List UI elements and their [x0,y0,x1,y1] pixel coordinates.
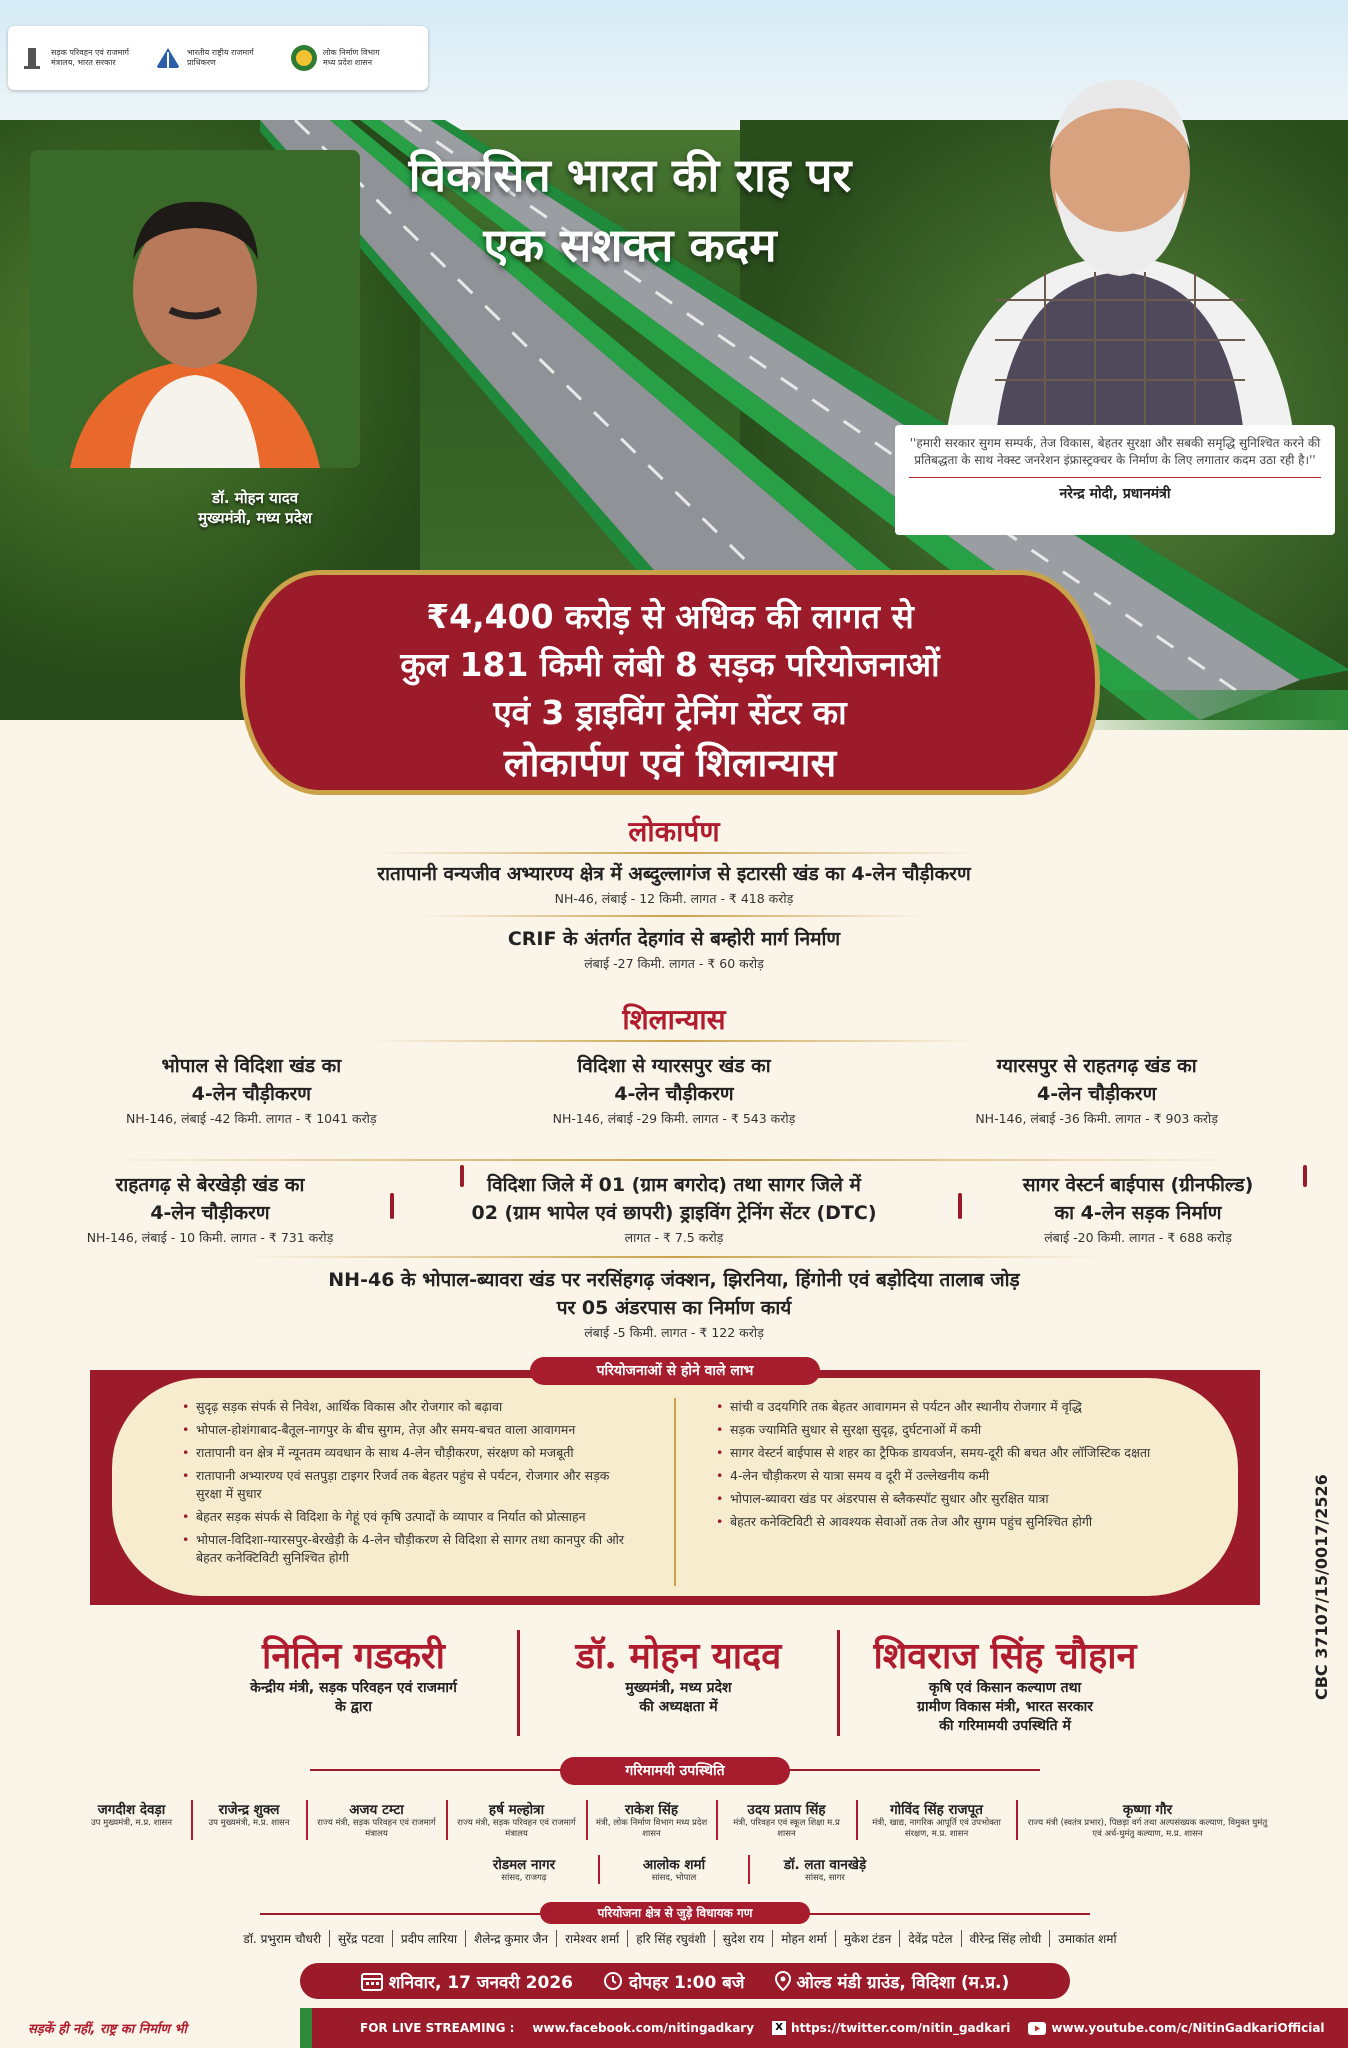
logo-strip [8,26,428,90]
guest-role: राज्य मंत्री, सड़क परिवहन एवं राजमार्ग मंत्रालय [317,1818,436,1839]
guest-item [588,1800,718,1840]
pwd-logo-icon [290,44,318,72]
youtube-link[interactable]: www.youtube.com/c/NitinGadkariOfficial [1051,2021,1325,2035]
guest-item [193,1800,308,1840]
leaders-row [200,1630,1160,1736]
guests-row-2 [430,1855,920,1884]
event-date [361,1970,573,1993]
shilanyas-item-5-title1: विदिशा जिले में 01 (ग्राम बगरोद) तथा सागर जिले में [487,1174,861,1196]
benefit-item: • भोपाल-होशंगाबाद-बैतूल-नागपुर के बीच सुगम, तेज़ और समय-बचत वाला आवागमन [182,1421,634,1439]
shilanyas-item-1-title1: भोपाल से विदिशा खंड का [161,1055,342,1077]
benefit-item: • रातापानी वन क्षेत्र में न्यूनतम व्यवधान के साथ 4-लेन चौड़ीकरण, संरक्षण को मजबूती [182,1444,634,1462]
mla-name: हरि सिंह रघुवंशी [628,1930,715,1947]
hero-title-line1: विकसित भारत की राह पर [408,148,852,202]
shilanyas-item-1-title2: 4-लेन चौड़ीकरण [191,1083,311,1105]
nhai-logo-icon [154,44,182,72]
leader-chouhan-role2: ग्रामीण विकास मंत्री, भारत सरकार [917,1699,1093,1715]
shilanyas-item-3-detail: NH-146, लंबाई -36 किमी. लागत - ₹ 903 करोड़ [975,1111,1218,1126]
leader-yadav [520,1630,840,1736]
guest-role: सांसद, राजगढ़ [501,1873,547,1883]
shilanyas-item-2-title1: विदिशा से ग्यारसपुर खंड का [577,1055,771,1077]
leader-chouhan-name: शिवराज सिंह चौहान [873,1635,1137,1677]
logo-nhai-line1: भारतीय राष्ट्रीय राजमार्ग [187,48,254,57]
shilanyas-item-7-detail: लंबाई -5 किमी. लागत - ₹ 122 करोड़ [584,1325,764,1340]
guest-role: मंत्री, खाद्य, नागरिक आपूर्ति एवं उपभोक्ता संरक्षण, म.प्र. शासन [872,1818,1001,1839]
guest-item [858,1800,1018,1840]
lokarpan-rule [370,852,978,854]
guest-role: सांसद, सागर [805,1873,845,1883]
guest-role: मंत्री, लोक निर्माण विभाग मध्य प्रदेश शासन [595,1818,708,1839]
guest-name: राजेन्द्र शुक्ल [218,1802,280,1818]
shilanyas-row-1 [40,1052,1308,1149]
logo-pwd-line1: लोक निर्माण विभाग [323,48,380,57]
leader-yadav-role1: मुख्यमंत्री, मध्य प्रदेश [625,1680,732,1696]
shilanyas-item-2-detail: NH-146, लंबाई -29 किमी. लागत - ₹ 543 करोड़ [552,1111,796,1126]
leader-gadkari-role1: केन्द्रीय मंत्री, सड़क परिवहन एवं राजमार्ग [250,1680,457,1696]
shilanyas-item-3-title1: ग्यारसपुर से राहतगढ़ खंड का [996,1055,1197,1077]
facebook-link[interactable]: www.facebook.com/nitingadkary [532,2021,755,2035]
benefit-item: • सांची व उदयगिरि तक बेहतर आवागमन से पर्यटन और स्थानीय रोजगार में वृद्धि [716,1398,1168,1416]
shilanyas-item-7-title1: NH-46 के भोपाल-ब्यावरा खंड पर नरसिंहगढ़ जंक्शन, झिरनिया, हिंगोनी एवं बड़ोदिया तालाब जोड़ [328,1269,1020,1291]
guest-name: आलोक शर्मा [642,1857,706,1873]
guest-item [750,1855,900,1884]
benefits-card [112,1378,1238,1596]
shilanyas-item-1 [40,1052,463,1127]
guests-row-1 [60,1800,1290,1840]
guest-role: मंत्री, परिवहन एवं स्कूल शिक्षा म.प्र शासन [733,1818,840,1839]
mla-heading-pill: परियोजना क्षेत्र से जुड़े विधायक गण [540,1902,810,1924]
event-venue-text: ओल्ड मंडी ग्राउंड, विदिशा (म.प्र.) [796,1972,1010,1993]
benefit-item: • बेहतर सड़क संपर्क से विदिशा के गेहूं एवं कृषि उत्पादों के व्यापार व निर्यात को प्रोत्साहन [182,1508,634,1526]
shilanyas-item-7-title2: पर 05 अंडरपास का निर्माण कार्य [556,1297,792,1319]
guest-name: जगदीश देवड़ा [97,1802,166,1818]
mla-name: वीरेन्द्र सिंह लोधी [962,1930,1051,1947]
lokarpan-section [120,812,1228,972]
guest-role: उप मुख्यमंत्री, म.प्र. शासन [208,1818,290,1828]
guests-heading-pill: गरिमामयी उपस्थिति [560,1757,790,1785]
leader-gadkari [200,1630,520,1736]
pm-name: नरेन्द्र मोदी, प्रधानमंत्री [909,477,1321,503]
benefit-item: • बेहतर कनेक्टिविटी से आवश्यक सेवाओं तक तेज और सुगम पहुंच सुनिश्चित होगी [716,1513,1168,1531]
guest-item [600,1855,750,1884]
shilanyas-item-4-title2: 4-लेन चौड़ीकरण [150,1202,270,1224]
pm-quote-box [895,425,1335,535]
guest-name: राकेश सिंह [624,1802,679,1818]
shilanyas-last-rule [240,1256,1108,1258]
event-date-text: शनिवार, 17 जनवरी 2026 [388,1972,573,1993]
calendar-icon [361,1971,383,1991]
guest-role: राज्य मंत्री, सड़क परिवहन एवं राजमार्ग मंत्रालय [457,1818,576,1839]
shilanyas-item-5-detail: लागत - ₹ 7.5 करोड़ [624,1230,724,1245]
shilanyas-row-2 [40,1171,1308,1246]
lokarpan-heading: लोकार्पण [628,815,720,848]
shilanyas-row-rule [100,1159,1248,1161]
banner-line1: ₹4,400 करोड़ से अधिक की लागत से [426,597,914,636]
logo-pwd [290,44,418,72]
guest-name: उदय प्रताप सिंह [747,1802,826,1818]
leader-yadav-name: डॉ. मोहन यादव [575,1635,782,1677]
benefit-item: • रातापानी अभ्यारण्य एवं सतपुड़ा टाइगर रिजर्व तक बेहतर पहुंच से पर्यटन, रोजगार और सड़क सुरक्षा में सुधार [182,1467,634,1503]
logo-pwd-line2: मध्य प्रदेश शासन [323,58,373,67]
leader-chouhan-role1: कृषि एवं किसान कल्याण तथा [928,1680,1082,1696]
shilanyas-item-3 [885,1052,1308,1127]
youtube-icon [1028,2022,1046,2035]
leader-chouhan [840,1630,1160,1736]
mla-name: उमाकांत शर्मा [1058,1932,1117,1946]
event-venue [775,1970,1010,1993]
mla-name: शैलेन्द्र कुमार जैन [466,1930,557,1947]
lokarpan-item-2 [120,925,1228,972]
mla-name: रामेश्वर शर्मा [557,1930,628,1947]
mla-name: सुदेश राय [715,1930,773,1947]
guest-name: अजय टम्टा [349,1802,404,1818]
benefit-item: • सुदृढ़ सड़क संपर्क से निवेश, आर्थिक विकास और रोजगार को बढ़ावा [182,1398,634,1416]
event-time-text: दोपहर 1:00 बजे [629,1972,745,1993]
lokarpan-divider [420,915,928,917]
shilanyas-item-2 [463,1052,886,1127]
shilanyas-section [40,1000,1308,1341]
lokarpan-item-1-title: रातापानी वन्यजीव अभ्यारण्य क्षेत्र में अब्दुल्लागंज से इटारसी खंड का 4-लेन चौड़ीकरण [377,863,971,885]
guest-item [1018,1800,1278,1840]
youtube-link-group[interactable] [1028,2021,1324,2035]
guest-name: डॉ. लता वानखेड़े [783,1857,867,1873]
twitter-link[interactable]: https://twitter.com/nitin_gadkari [791,2021,1011,2035]
mla-name: देवेंद्र पटेल [900,1930,961,1947]
clock-icon [603,1971,623,1991]
shilanyas-item-4 [40,1171,380,1246]
guest-item [718,1800,858,1840]
benefits-heading-pill: परियोजनाओं से होने वाले लाभ [530,1357,820,1385]
lokarpan-item-1 [120,860,1228,907]
row2-divider-1 [390,1193,394,1219]
benefits-separator [674,1398,676,1586]
hero-title-line2: एक सशक्त कदम [483,218,777,272]
guest-item [448,1800,588,1840]
shilanyas-rule [370,1040,978,1042]
x-icon: X [772,2021,786,2035]
cbc-code: CBC 37107/15/0017/2526 [1312,1474,1331,1700]
guest-item [450,1855,600,1884]
pm-quote: ''हमारी सरकार सुगम सम्पर्क, तेज विकास, बेहतर सुरक्षा और सबकी समृद्धि सुनिश्चित करने की प्रतिबद्धता के साथ नेक्स्ट जनरेशन इंफ्रास्ट्रक्चर के निर्माण के लिए लगातार कदम उठा रही है।'' [909,436,1321,467]
mla-name: प्रदीप लारिया [393,1930,466,1947]
shilanyas-item-1-detail: NH-146, लंबाई -42 किमी. लागत - ₹ 1041 करोड़ [126,1111,377,1126]
row2-divider-2 [958,1193,962,1219]
mla-list [110,1930,1250,1947]
leader-gadkari-name: नितिन गडकरी [262,1635,445,1677]
shilanyas-item-4-detail: NH-146, लंबाई - 10 किमी. लागत - ₹ 731 करोड़ [86,1230,334,1245]
guest-item [308,1800,448,1840]
mla-name: सुरेंद्र पटवा [330,1930,393,1947]
shilanyas-item-3-title2: 4-लेन चौड़ीकरण [1036,1083,1157,1105]
benefit-item: • 4-लेन चौड़ीकरण से यात्रा समय व दूरी में उल्लेखनीय कमी [716,1467,1168,1485]
banner-line4: लोकार्पण एवं शिलान्यास [503,741,837,785]
lokarpan-item-2-title: CRIF के अंतर्गत देहगांव से बम्होरी मार्ग निर्माण [507,928,841,950]
mla-name: मुकेश टंडन [836,1930,901,1947]
shilanyas-item-2-title2: 4-लेन चौड़ीकरण [614,1083,734,1105]
leader-gadkari-role2: के द्वारा [335,1699,372,1715]
cm-caption-role: मुख्यमंत्री, मध्य प्रदेश [198,509,312,527]
footer-slogan: सड़कें ही नहीं, राष्ट्र का निर्माण भी [0,2008,300,2048]
cm-portrait [30,150,360,468]
mla-name: मोहन शर्मा [773,1930,836,1947]
logo-morth-line2: मंत्रालय, भारत सरकार [51,58,116,67]
hero-title [330,140,930,280]
shilanyas-heading: शिलान्यास [622,1003,726,1036]
leader-yadav-role2: की अध्यक्षता में [639,1699,718,1715]
benefit-item: • सड़क ज्यामिति सुधार से सुरक्षा सुदृढ़, दुर्घटनाओं में कमी [716,1421,1168,1439]
guest-role: राज्य मंत्री (स्वतंत्र प्रभार), पिछड़ा वर्ग तथा अल्पसंख्यक कल्याण, विमुक्त घुमंतु एवं अर्ध-घुमंतु कल्याण, म.प्र. शासन [1027,1818,1268,1839]
guest-item [73,1800,193,1840]
shilanyas-item-6-title2: का 4-लेन सड़क निर्माण [1054,1202,1222,1224]
logo-nhai-line2: प्राधिकरण [187,58,216,67]
banner-line2: कुल 181 किमी लंबी 8 सड़क परियोजनाओं [400,645,940,684]
guest-name: गोविंद सिंह राजपूत [890,1802,983,1818]
guest-name: कृष्णा गौर [1122,1802,1173,1818]
shilanyas-item-6-title1: सागर वेस्टर्न बाईपास (ग्रीनफील्ड) [1022,1174,1254,1196]
shilanyas-item-7 [40,1266,1308,1341]
logo-nhai [154,44,282,72]
twitter-link-group[interactable] [772,2021,1010,2035]
benefits-left-list [182,1398,634,1586]
footer [0,2008,1348,2048]
streaming-label: FOR LIVE STREAMING : [360,2021,515,2035]
location-pin-icon [775,1971,791,1991]
cm-caption-name: डॉ. मोहन यादव [211,489,299,507]
benefit-item: • भोपाल-ब्यावरा खंड पर अंडरपास से ब्लैकस्पॉट सुधार और सुरक्षित यात्रा [716,1490,1168,1508]
lokarpan-item-2-detail: लंबाई -27 किमी. लागत - ₹ 60 करोड़ [584,956,764,971]
cm-caption [175,488,335,528]
banner-line3: एवं 3 ड्राइविंग ट्रेनिंग सेंटर का [493,693,847,732]
guest-name: हर्ष मल्होत्रा [488,1802,545,1818]
headline-banner [240,570,1100,795]
footer-streaming [300,2008,1348,2048]
event-details-bar [300,1963,1070,1999]
logo-morth [18,44,146,72]
guest-role: सांसद, भोपाल [651,1873,697,1883]
emblem-icon [18,44,46,72]
shilanyas-item-6-detail: लंबाई -20 किमी. लागत - ₹ 688 करोड़ [1044,1230,1232,1245]
benefit-item: • सागर वेस्टर्न बाईपास से शहर का ट्रैफिक डायवर्जन, समय-दूरी की बचत और लॉजिस्टिक दक्षता [716,1444,1168,1462]
benefits-right-list [716,1398,1168,1586]
leader-chouhan-role3: की गरिमामयी उपस्थिति में [939,1718,1071,1734]
shilanyas-item-6 [968,1171,1308,1246]
logo-morth-line1: सड़क परिवहन एवं राजमार्ग [51,48,129,57]
benefit-item: • भोपाल-विदिशा-ग्यारसपुर-बेरखेड़ी के 4-लेन चौड़ीकरण से विदिशा से सागर तथा कानपुर की ओर बेहतर कनेक्टिविटी सुनिश्चित होगी [182,1531,634,1567]
guest-role: उप मुख्यमंत्री, म.प्र. शासन [90,1818,173,1828]
shilanyas-item-5 [380,1171,968,1246]
shilanyas-item-4-title1: राहतगढ़ से बेरखेड़ी खंड का [115,1174,305,1196]
lokarpan-item-1-detail: NH-46, लंबाई - 12 किमी. लागत - ₹ 418 करोड़ [554,891,794,906]
pm-portrait [925,40,1315,445]
mla-name: डॉ. प्रभुराम चौधरी [235,1930,330,1947]
guest-name: रोडमल नागर [492,1857,556,1873]
event-time [603,1970,745,1993]
shilanyas-item-5-title2: 02 (ग्राम भापेल एवं छापरी) ड्राइविंग ट्रेनिंग सेंटर (DTC) [471,1202,877,1224]
